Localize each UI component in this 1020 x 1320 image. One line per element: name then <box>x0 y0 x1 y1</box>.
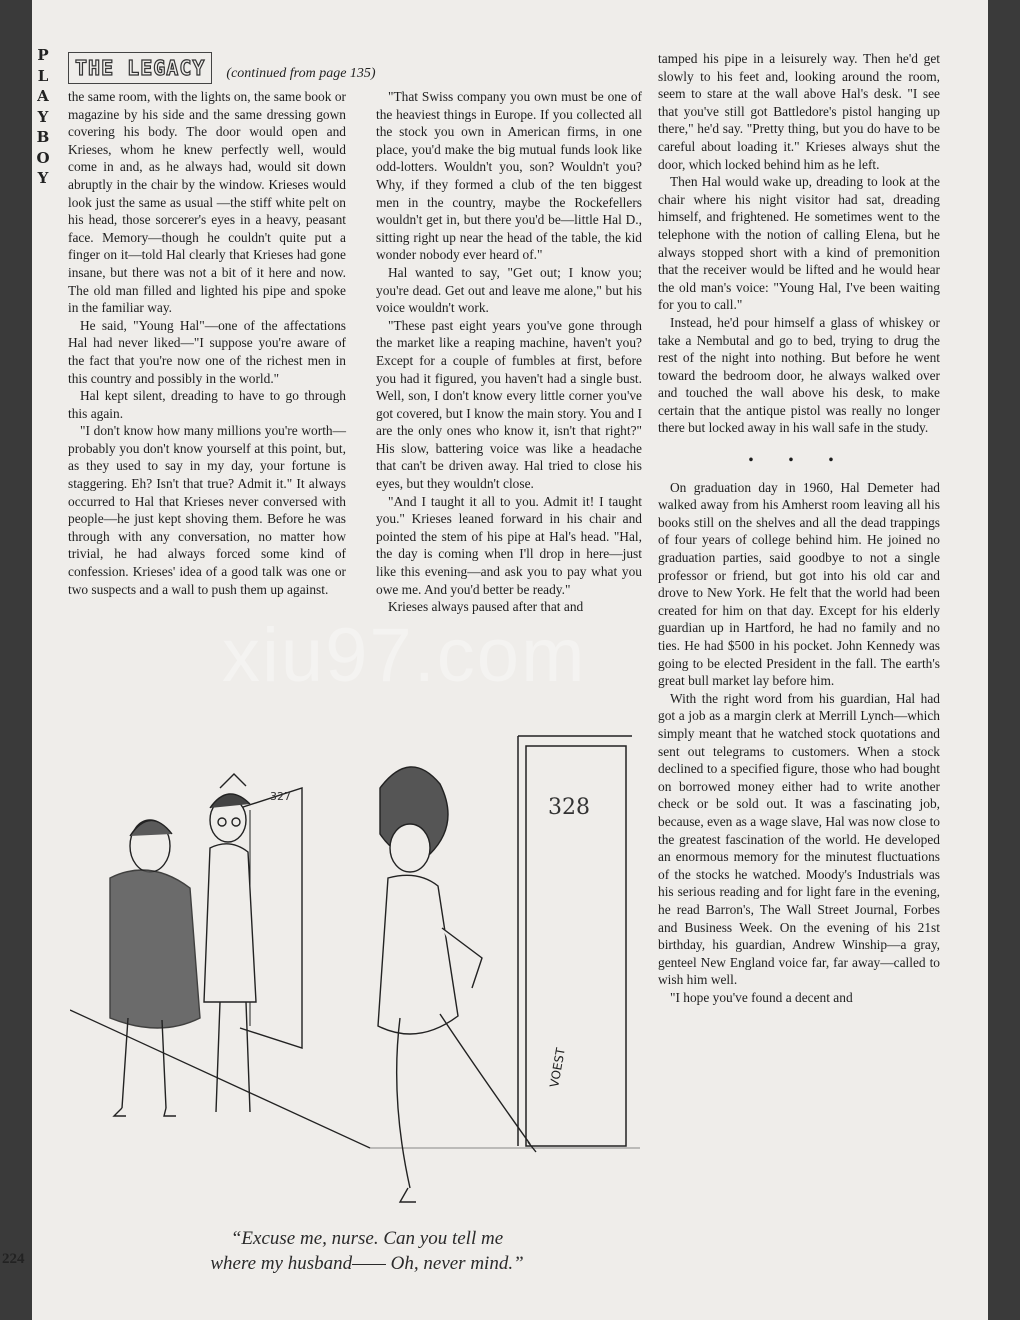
watermark: xiu97.com <box>222 613 587 698</box>
story-header <box>68 50 628 86</box>
caption-line-1: “Excuse me, nurse. Can you tell me <box>230 1228 504 1249</box>
paragraph: tamped his pipe in a leisurely way. Then he'd get slowly to his feet and, looking around the room, seem to stare at the wall above Hal's desk. "I see that you've still got Battledore's pistol hanging up there," he'd say. "Pretty thing, but you do have to be careful about loading it." Krieses always shut the door, which locked behind him as he left. <box>658 51 940 172</box>
artist-signature: VOEST <box>547 1046 568 1089</box>
door-327-number: 327 <box>270 790 291 803</box>
continued-note: (continued from page 135) <box>226 66 376 81</box>
woman-figure-right <box>378 767 536 1202</box>
door-328-number: 328 <box>548 795 590 820</box>
paragraph: "That Swiss company you own must be one of the heaviest things in Europe. If you collected all the stock you own in American firms, in one place, you'd make the big mutual funds look like odd-lotters. Wouldn't you, son? Wouldn't you? Why, if they formed a club of the ten biggest men in the country, maybe the Rockefellers wouldn't get in, but there you'd be—little Hal D., sitting right up near the head of the table, the kid wonder nobody ever heard of." <box>376 89 642 263</box>
side-letter: B <box>36 128 50 146</box>
woman-figure-left <box>110 820 200 1116</box>
paragraph: Hal kept silent, dreading to have to go through this again. <box>68 388 346 421</box>
side-letter: Y <box>37 107 49 126</box>
side-letter: A <box>37 87 49 105</box>
side-magazine-title <box>32 45 54 189</box>
section-divider: • • • <box>748 452 850 468</box>
paragraph: He said, "Young Hal"—one of the affectations Hal had never liked—"I suppose you're aware of the fact that you're now one of the richest men in this country and possibly in the world." <box>68 317 346 386</box>
paragraph: "These past eight years you've gone through the market like a reaping machine, haven't you? Except for a couple of fumbles at first, before you had it figured, you haven't had a single bust. Well, son, I don't know every little corner you've got covered, but I know the main story. You and I are the only ones who know it, isn't that right?" His slow, battering voice was like a headache that can't be driven away. Hal tried to close his eyes, but they wouldn't close. <box>376 317 642 492</box>
paragraph: With the right word from his guardian, Hal had got a job as a margin clerk at Merrill Lynch—which simply meant that he watched stock quotations and sent out telegrams to customers. When a stock declined to a specified figure, those who had bought on borrowed money either had to write another check or be sold out. It was a fascinating job, because, even as a wage slave, Hal was now close to the greatest fascination of the world. He developed an enormous memory for the minutest fluctuations of the stocks he watched. Moody's Industrials was his serious reading and for light fare in the evening, he read Barron's, The Wall Street Journal, Forbes and Business Week. On the evening of his 21st birthday, his guardian, Andrew Winship—a gray, genteel New England voice far, far away—called to wish him well. <box>658 690 940 988</box>
magazine-page <box>32 0 988 1320</box>
caption-line-2: where my husband—— Oh, never mind.” <box>210 1253 524 1274</box>
paragraph: Instead, he'd pour himself a glass of whiskey or take a Nembutal and go to bed, trying to drug the rest of the night into nothing. But before he went toward the bedroom door, he always walked over and touched the wall above his desk, to make certain that the antique pistol was really no longer there but locked away in his wall safe in the study. <box>658 314 940 436</box>
side-letter: O <box>36 148 50 167</box>
paragraph: "I don't know how many millions you're worth—probably you don't know yourself at this point, but, as they used to say in my day, your fortune is staggering. Eh? Isn't that true? Admit it." It always occurred to Hal that Krieses never conversed with people—he just kept shoving them. Before he was through with any conversation, no matter how trivial, he had always forced some kind of confession. Krieses' idea of a good talk was one or two suspects and a wall to push them up against. <box>68 423 346 597</box>
paragraph: Then Hal would wake up, dreading to look at the chair where his night visitor had sat, dreading himself, and frightened. He sometimes went to the telephone with the notion of calling Elena, but he always stopped short with a kind of premonition that the receiver would be lifted and he would hear the old man's voice: "Young Hal, I've been waiting for you to call." <box>658 174 940 313</box>
side-letter: L <box>37 66 49 85</box>
story-logo: THE LEGACY <box>68 52 212 84</box>
text-column-1 <box>68 88 346 598</box>
paragraph: "And I taught it all to you. Admit it! I taught you." Krieses leaned forward in his chair and pointed the stem of his pipe at Hal's head. "Hal, the day is coming when I'll drop in here—just like this evening—and ask you to pay what you owe me. And you'd better be ready." <box>376 493 642 597</box>
page-number: 224 <box>2 1251 25 1267</box>
door-328 <box>518 736 632 1146</box>
side-letter: P <box>37 46 49 64</box>
paragraph: the same room, with the lights on, the same book or magazine by his side and the same dressing gown covering his body. The door would open and Krieses, whom he knew perfectly well, would come in and, as he always had, would sit down abruptly in the chair by the window. Krieses would look just the same as usual —the stiff white pelt on his head, those sorcerer's eyes in a heavy, peasant face. Memory—though he couldn't quite put a finger on it—told Hal clearly that Krieses had gone insane, but there was not a bit of it here and now. The old man filled and lighted his pipe and spoke in the familiar way. <box>68 89 346 316</box>
cartoon-caption <box>132 1226 602 1276</box>
nurse-figure <box>204 774 256 1112</box>
cartoon-illustration <box>70 728 640 1220</box>
side-letter: Y <box>37 169 49 187</box>
paragraph: On graduation day in 1960, Hal Demeter had walked away from his Amherst room leaving all his books still on the shelves and all the dead trappings of four years of college behind him. He joined no graduation parties, said goodbye to not a single professor or friend, but got into his old car and drove to New York. He felt that the world had been created for him on that day. Except for his elderly guardian up in Hartford, he had no family and no ties. He had $500 in his pocket. John Kennedy was going to be elected President in the fall. The earth's great bull market lay before him. <box>658 479 940 689</box>
paragraph: Hal wanted to say, "Get out; I know you; you're dead. Get out and leave me alone," but his voice wouldn't work. <box>376 264 642 316</box>
paragraph: "I hope you've found a decent and <box>670 989 853 1005</box>
paragraph: Krieses always paused after that and <box>388 599 584 615</box>
text-column-3 <box>658 50 940 1006</box>
text-column-2 <box>376 88 642 616</box>
